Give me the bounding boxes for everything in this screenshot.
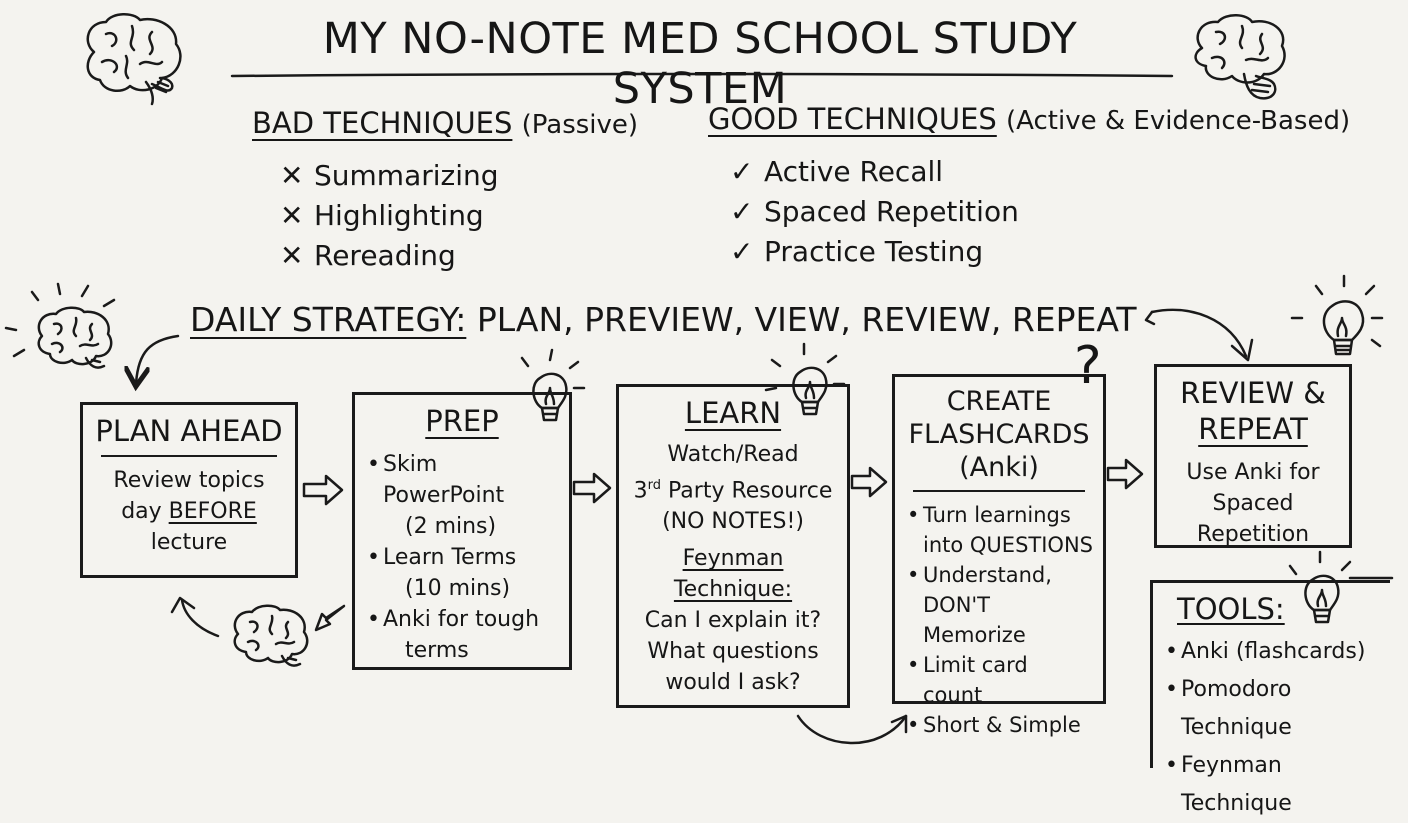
strategy-label: DAILY STRATEGY:	[190, 300, 467, 339]
review-repeat-box	[1154, 364, 1352, 548]
list-item: ✕ Rereading	[280, 236, 499, 276]
box-title: LEARN	[684, 396, 782, 430]
list-item: ✓ Practice Testing	[730, 232, 1019, 272]
box-body: Review topics day BEFORE lecture	[113, 468, 265, 555]
box-title: CREATE FLASHCARDS (Anki)	[908, 386, 1090, 483]
box-body: Watch/Read 3rd Party Resource (NO NOTES!) Feynman Technique: Can I explain it? What questions would I ask?	[629, 439, 837, 698]
strategy-steps: PLAN, PREVIEW, VIEW, REVIEW, REPEAT	[476, 300, 1137, 339]
prep-list	[365, 449, 559, 666]
box-title: REVIEW & REPEAT	[1180, 376, 1326, 446]
list-item: • Anki for tough terms	[365, 604, 559, 666]
tools-list	[1163, 633, 1380, 823]
list-item: • Short & Simple	[905, 710, 1093, 740]
arrow-right-icon	[852, 468, 886, 496]
list-item: • Pomodoro Technique	[1163, 671, 1380, 747]
page-title: MY NO-NOTE MED SCHOOL STUDY SYSTEM	[322, 14, 1078, 114]
brain-icon	[235, 606, 307, 666]
tools-heading: TOOLS:	[1177, 592, 1285, 626]
brain-icon	[39, 308, 111, 368]
check-icon: ✓	[730, 195, 754, 228]
brain-icon	[88, 14, 181, 104]
cross-icon: ✕	[280, 239, 304, 272]
list-item: ✓ Active Recall	[730, 152, 1019, 192]
feynman-label: Feynman Technique:	[673, 546, 793, 603]
cross-icon: ✕	[280, 199, 304, 232]
box-title: PLAN AHEAD	[95, 414, 283, 448]
box-title: PREP	[425, 404, 499, 438]
good-heading-label: GOOD TECHNIQUES	[708, 102, 997, 136]
list-item: ✕ Summarizing	[280, 156, 499, 196]
create-flashcards-box	[892, 374, 1106, 737]
question-mark-icon: ?	[1074, 336, 1102, 396]
check-icon: ✓	[730, 235, 754, 268]
list-item: • Learn Terms (10 mins)	[365, 542, 559, 604]
arrow-right-icon	[304, 476, 342, 504]
lightbulb-icon	[1324, 301, 1363, 354]
good-techniques-heading	[708, 102, 1350, 136]
list-item: • Understand, DON'T Memorize	[905, 560, 1093, 650]
list-item: • Turn learnings into QUESTIONS	[905, 500, 1093, 560]
idea-ray	[522, 350, 584, 388]
curved-arrow	[182, 600, 218, 636]
plan-ahead-box	[80, 402, 298, 578]
prep-box	[352, 392, 572, 670]
bad-heading-qualifier: (Passive)	[521, 110, 639, 140]
arrow-right-icon	[574, 474, 610, 502]
list-item: • Anki (flashcards)	[1163, 633, 1380, 671]
list-item: • Limit card count	[905, 650, 1093, 710]
curved-arrow	[136, 336, 178, 384]
flashcards-list	[905, 500, 1093, 740]
curved-arrow	[1152, 310, 1246, 356]
brain-icon	[1196, 15, 1285, 98]
list-item: ✓ Spaced Repetition	[730, 192, 1019, 232]
good-heading-qualifier: (Active & Evidence-Based)	[1006, 106, 1351, 136]
good-techniques-list	[730, 152, 1019, 272]
list-item: ✕ Highlighting	[280, 196, 499, 236]
daily-strategy-heading	[190, 300, 1137, 339]
arrow-left-icon	[316, 606, 344, 630]
idea-ray	[1290, 552, 1392, 578]
bad-techniques-list	[280, 156, 499, 276]
arrow-right-icon	[1108, 460, 1142, 488]
check-icon: ✓	[730, 155, 754, 188]
tools-box	[1150, 580, 1390, 816]
cross-icon: ✕	[280, 159, 304, 192]
curved-arrow	[798, 716, 906, 743]
box-body: Use Anki for Spaced Repetition	[1186, 460, 1320, 547]
divider	[913, 490, 1085, 492]
bad-techniques-heading	[252, 106, 638, 140]
list-item: • Feynman Technique	[1163, 747, 1380, 823]
bad-heading-label: BAD TECHNIQUES	[252, 106, 513, 140]
learn-box	[616, 384, 850, 708]
list-item: • Skim PowerPoint (2 mins)	[365, 449, 559, 542]
divider	[101, 455, 277, 457]
